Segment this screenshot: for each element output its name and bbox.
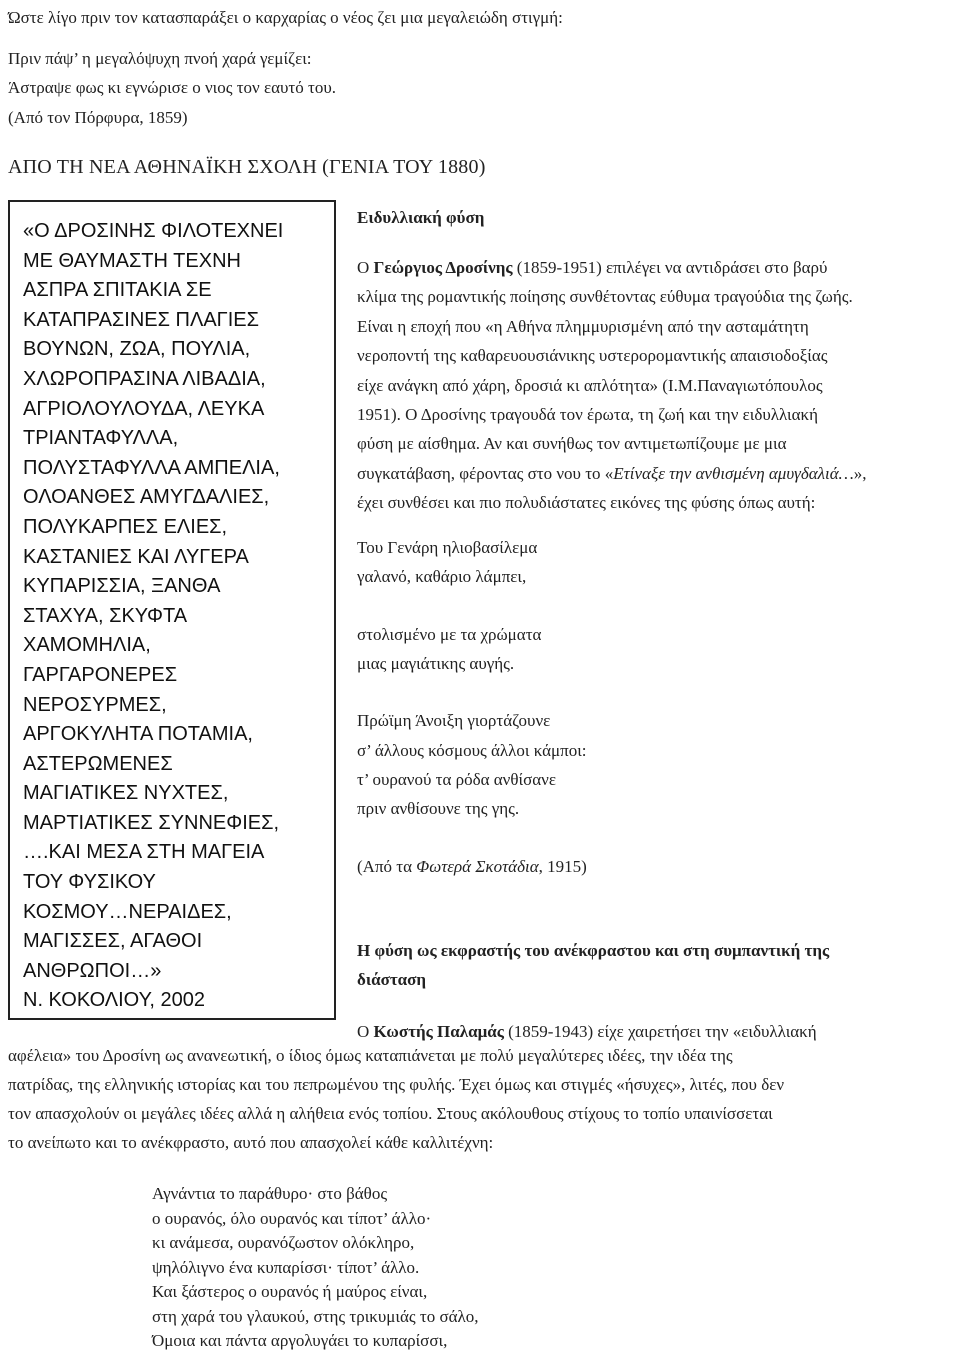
quote-line: ΤΟΥ ΦΥΣΙΚΟΥ [23, 871, 156, 894]
heading-inexpressible: Η φύση ως εκφραστής του ανέκφραστου και στη συμπαντική της [357, 941, 830, 960]
quote-line: ΟΛΟΑΝΘΕΣ ΑΜΥΓΔΑΛΙΕΣ, [23, 486, 270, 509]
quote-line: ΚΥΠΑΡΙΣΣΙΑ, ΞΑΝΘΑ [23, 575, 221, 598]
paragraph-line: είχε ανάγκη από χάρη, δροσιά κι απλότητα» (Ι.Μ.Παναγιωτόπουλος [357, 376, 823, 395]
heading-idyllic-nature: Ειδυλλιακή φύση [357, 208, 485, 227]
poem-verse: Και ξάστερος ο ουρανός ή μαύρος είναι, [152, 1282, 428, 1301]
poem-verse: γαλανό, καθάριο λάμπει, [357, 567, 527, 586]
poem-source: (Από τα Φωτερά Σκοτάδια, 1915) [357, 857, 587, 876]
paragraph-line: Ο Γεώργιος Δροσίνης (1859-1951) επιλέγει να αντιδράσει στο βαρύ [357, 258, 828, 277]
poem-verse: στολισμένο με τα χρώματα [357, 625, 542, 644]
quote-line: ΣΤΑΧΥΑ, ΣΚΥΦΤΑ [23, 604, 188, 627]
poem-verse: σ’ άλλους κόσμους άλλοι κάμποι: [357, 741, 587, 760]
paragraph-line: συγκατάβαση, φέροντας στο νου το «Ετίναξε την ανθισμένη αμυγδαλιά…», [357, 464, 867, 483]
quote-line: ΝΕΡΟΣΥΡΜΕΣ, [23, 693, 167, 716]
poem-line-2: Άστραψε φως κι εγνώρισε ο νιος τον εαυτό του. [8, 78, 337, 97]
quote-line: ΤΡΙΑΝΤΑΦΥΛΛΑ, [23, 427, 179, 450]
quote-line: ΚΑΤΑΠΡΑΣΙΝΕΣ ΠΛΑΓΙΕΣ [23, 308, 259, 331]
quote-line: ΧΛΩΡΟΠΡΑΣΙΝΑ ΛΙΒΑΔΙΑ, [23, 367, 266, 390]
quote-line: ΜΑΡΤΙΑΤΙΚΕΣ ΣΥΝΝΕΦΙΕΣ, [23, 811, 280, 834]
paragraph-line: Ο Κωστής Παλαμάς (1859-1943) είχε χαιρετήσει την «ειδυλλιακή [357, 1022, 817, 1041]
quote-line: ΠΟΛΥΣΤΑΦΥΛΛΑ ΑΜΠΕΛΙΑ, [23, 456, 280, 479]
poem-verse: Αγνάντια το παράθυρο· στο βάθος [152, 1184, 388, 1203]
section-title: ΑΠΟ ΤΗ ΝΕΑ ΑΘΗΝΑΪΚΗ ΣΧΟΛΗ (ΓΕΝΙΑ ΤΟΥ 1880) [8, 156, 486, 178]
quote-line: ….ΚΑΙ ΜΕΣΑ ΣΤΗ ΜΑΓΕΙΑ [23, 841, 265, 864]
paragraph-line: τον απασχολούν οι μεγάλες ιδέες αλλά η αλήθεια ενός τοπίου. Στους ακόλουθους στίχους το τοπίο υπαινίσσεται [8, 1104, 773, 1123]
quote-line: «Ο ΔΡΟΣΙΝΗΣ ΦΙΛΟΤΕΧΝΕΙ [23, 220, 284, 242]
paragraph-line: πατρίδας, της ελληνικής ιστορίας και του πεπρωμένου της φυλής. Έχει όμως και στιγμές «ήσυχες», λιτές, που δεν [8, 1075, 785, 1094]
author-name: Κωστής Παλαμάς [373, 1022, 504, 1041]
poem-verse: Πρώϊμη Άνοιξη γιορτάζουνε [357, 711, 551, 730]
poem-verse: μιας μαγιάτικης αυγής. [357, 654, 515, 673]
poem-line-1: Πριν πάψ’ η μεγαλόψυχη πνοή χαρά γεμίζει: [8, 49, 312, 68]
poem-verse: στη χαρά του γλαυκού, στης τρικυμιάς το σάλο, [152, 1306, 479, 1326]
quote-line: ΑΣΤΕΡΩΜΕΝΕΣ [23, 752, 173, 775]
poem-verse: ψηλόλιγνο ένα κυπαρίσσι· τίποτ’ άλλο. [152, 1257, 420, 1277]
quote-line: ΠΟΛΥΚΑΡΠΕΣ ΕΛΙΕΣ, [23, 515, 228, 538]
quote-line: ΑΡΓΟΚΥΛΗΤΑ ΠΟΤΑΜΙΑ, [23, 723, 253, 746]
quote-line: ΓΑΡΓΑΡΟΝΕΡΕΣ [23, 663, 178, 686]
poem-source: (Από τον Πόρφυρα, 1859) [8, 108, 188, 127]
quote-line: Ν. ΚΟΚΟΛΙΟΥ, 2002 [23, 989, 205, 1012]
author-name: Γεώργιος Δροσίνης [373, 258, 513, 277]
quote-line: ΑΣΠΡΑ ΣΠΙΤΑΚΙΑ ΣΕ [23, 279, 212, 302]
quote-line: ΑΝΘΡΩΠΟΙ…» [23, 959, 162, 982]
quote-line: ΜΕ ΘΑΥΜΑΣΤΗ ΤΕΧΝΗ [23, 249, 241, 272]
book-title: Φωτερά Σκοτάδια [416, 857, 539, 876]
quote-line: ΜΑΓΙΣΣΕΣ, ΑΓΑΘΟΙ [23, 930, 203, 953]
paragraph-line: 1951). Ο Δροσίνης τραγουδά τον έρωτα, τη ζωή και την ειδυλλιακή [357, 405, 818, 424]
paragraph-line: έχει συνθέσει και πιο πολυδιάστατες εικόνες της φύσης όπως αυτή: [357, 493, 816, 512]
quote-line: ΧΑΜΟΜΗΛΙΑ, [23, 634, 151, 657]
poem-verse: ο ουρανός, όλο ουρανός και τίποτ’ άλλο· [152, 1208, 432, 1228]
quote-line: ΜΑΓΙΑΤΙΚΕΣ ΝΥΧΤΕΣ, [23, 782, 229, 805]
poem-verse: πριν ανθίσουνε της γης. [357, 799, 520, 818]
quote-line: ΒΟΥΝΩΝ, ΖΩΑ, ΠΟΥΛΙΑ, [23, 338, 251, 361]
paragraph-line: κλίμα της ρομαντικής ποίησης συνθέτοντας εύθυμα τραγούδια της ζωής. [357, 287, 853, 306]
paragraph-line: νεροποντή της καθαρευουσιάνικης υστερορομαντικής απαισιοδοξίας [357, 346, 828, 365]
quote-text [23, 217, 283, 1016]
quote-line: ΚΑΣΤΑΝΙΕΣ ΚΑΙ ΛΥΓΕΡΑ [23, 545, 249, 568]
poem-verse: Του Γενάρη ηλιοβασίλεμα [357, 538, 538, 557]
quote-box [8, 200, 336, 1020]
intro-line-1: Ώστε λίγο πριν τον κατασπαράξει ο καρχαρίας ο νέος ζει μια μεγαλειώδη στιγμή: [8, 8, 563, 27]
heading-inexpressible-cont: διάσταση [357, 970, 427, 989]
poem-verse: Όμοια και πάντα αργολυγάει το κυπαρίσσι, [152, 1331, 448, 1350]
paragraph-line: το ανείπωτο και το ανέκφραστο, αυτό που απασχολεί κάθε καλλιτέχνη: [8, 1133, 494, 1152]
paragraph-line: φύση με αίσθημα. Αν και συνήθως τον αντιμετωπίζουμε με μια [357, 434, 787, 453]
poem-verse: τ’ ουρανού τα ρόδα ανθίσανε [357, 770, 556, 789]
quote-line: ΑΓΡΙΟΛΟΥΛΟΥΔΑ, ΛΕΥΚΑ [23, 397, 265, 420]
quote-line: ΚΟΣΜΟΥ…ΝΕΡΑΙΔΕΣ, [23, 900, 232, 923]
quoted-title: Ετίναξε την ανθισμένη αμυγδαλιά… [613, 464, 854, 483]
paragraph-line: Είναι η εποχή που «η Αθήνα πλημμυρισμένη από την ασταμάτητη [357, 317, 809, 336]
paragraph-line: αφέλεια» του Δροσίνη ως ανανεωτική, ο ίδιος όμως καταπιάνεται με πολύ μεγαλύτερες ιδέες, την ιδέα της [8, 1046, 733, 1065]
final-poem [152, 1182, 479, 1354]
poem-verse: κι ανάμεσα, ουρανόζωστον ολόκληρο, [152, 1233, 415, 1252]
